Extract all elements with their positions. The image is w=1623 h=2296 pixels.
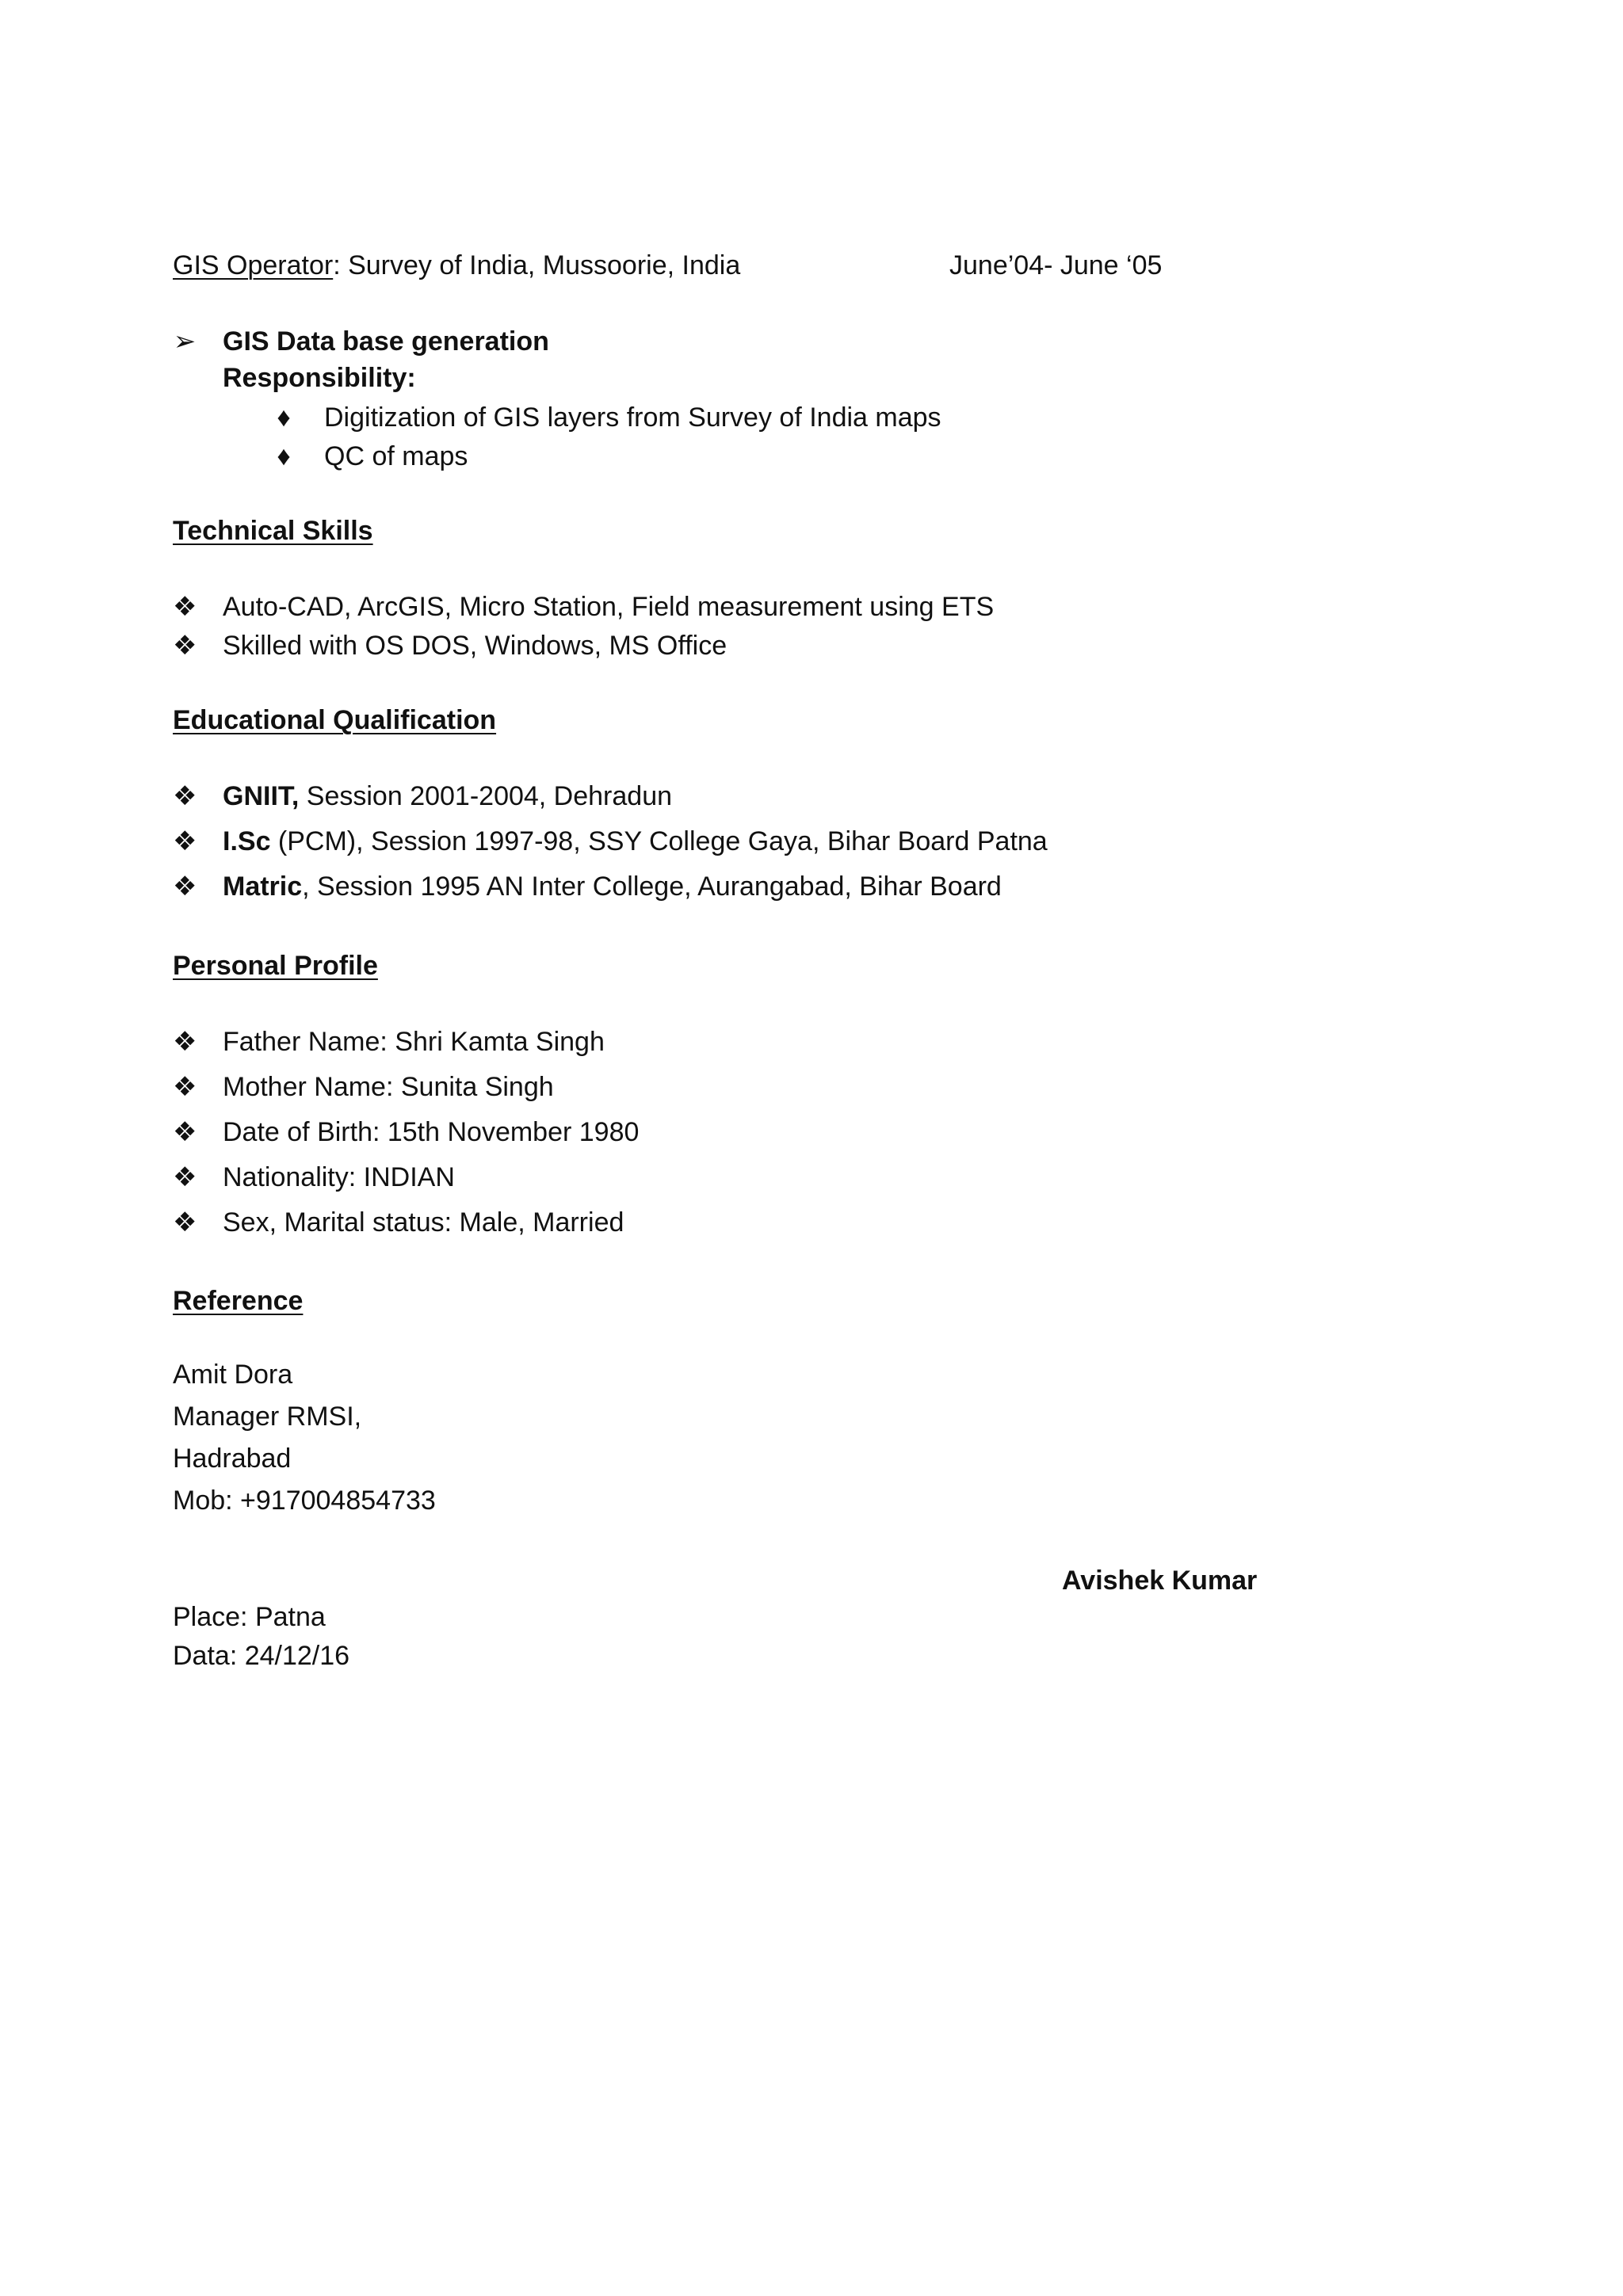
personal-text: Father Name: Shri Kamta Singh (223, 1027, 605, 1057)
personal-text: Date of Birth: 15th November 1980 (223, 1117, 640, 1147)
education-heading: Educational Qualification (173, 705, 497, 735)
education-degree: GNIIT, (223, 781, 300, 811)
education-details: (PCM), Session 1997-98, SSY College Gaya, Bihar Board Patna (270, 826, 1048, 856)
education-details: Session 2001-2004, Dehradun (299, 781, 673, 811)
education-item (173, 828, 197, 855)
education-text (223, 873, 1002, 900)
responsibility-label: Responsibility: (223, 363, 416, 393)
personal-item (173, 1209, 197, 1236)
four-diamond-bullet-icon: ❖ (173, 1072, 197, 1102)
personal-text: Mother Name: Sunita Singh (223, 1072, 554, 1102)
signature-name: Avishek Kumar (1062, 1566, 1258, 1596)
four-diamond-bullet-icon: ❖ (173, 1027, 197, 1057)
education-text (223, 783, 672, 810)
personal-item (173, 1028, 197, 1055)
four-diamond-bullet-icon: ❖ (173, 1117, 197, 1147)
four-diamond-bullet-icon: ❖ (173, 592, 197, 622)
personal-item (173, 1164, 197, 1191)
personal-item (173, 1074, 197, 1100)
technical-item (173, 632, 197, 659)
personal-heading: Personal Profile (173, 951, 378, 981)
education-degree: Matric (223, 871, 303, 902)
reference-line: Manager RMSI, (173, 1402, 362, 1432)
personal-text: Nationality: INDIAN (223, 1162, 455, 1192)
four-diamond-bullet-icon: ❖ (173, 1162, 197, 1192)
personal-text: Sex, Marital status: Male, Married (223, 1207, 624, 1238)
arrow-bullet-icon: ➢ (173, 326, 197, 357)
project-title: GIS Data base generation (223, 326, 549, 357)
education-item (173, 783, 197, 810)
four-diamond-bullet-icon: ❖ (173, 781, 197, 811)
diamond-bullet-icon: ♦ (277, 441, 291, 471)
responsibility-item (272, 404, 296, 431)
responsibility-text: QC of maps (324, 441, 468, 471)
job-line (173, 252, 740, 279)
job-title: GIS Operator (173, 250, 334, 280)
diamond-bullet-icon: ♦ (277, 402, 291, 433)
education-degree: I.Sc (223, 826, 271, 856)
four-diamond-bullet-icon: ❖ (173, 1207, 197, 1238)
reference-line: Mob: +917004854733 (173, 1486, 436, 1516)
technical-text: Skilled with OS DOS, Windows, MS Office (223, 631, 727, 661)
signature-date: Data: 24/12/16 (173, 1641, 350, 1671)
technical-text: Auto-CAD, ArcGIS, Micro Station, Field measurement using ETS (223, 592, 995, 622)
signature-place: Place: Patna (173, 1602, 326, 1632)
reference-heading: Reference (173, 1286, 304, 1316)
project-bullet (173, 328, 197, 355)
education-details: , Session 1995 AN Inter College, Aurangabad, Bihar Board (302, 871, 1002, 902)
technical-heading: Technical Skills (173, 516, 373, 546)
four-diamond-bullet-icon: ❖ (173, 631, 197, 661)
responsibility-text: Digitization of GIS layers from Survey of India maps (324, 402, 941, 433)
personal-item (173, 1119, 197, 1146)
technical-item (173, 593, 197, 620)
education-text (223, 828, 1048, 855)
four-diamond-bullet-icon: ❖ (173, 871, 197, 902)
job-dates: June’04- June ‘05 (949, 250, 1163, 280)
four-diamond-bullet-icon: ❖ (173, 826, 197, 856)
reference-line: Hadrabad (173, 1444, 292, 1474)
reference-line: Amit Dora (173, 1360, 293, 1390)
education-item (173, 873, 197, 900)
responsibility-item (272, 443, 296, 470)
job-employer: : Survey of India, Mussoorie, India (333, 250, 741, 280)
